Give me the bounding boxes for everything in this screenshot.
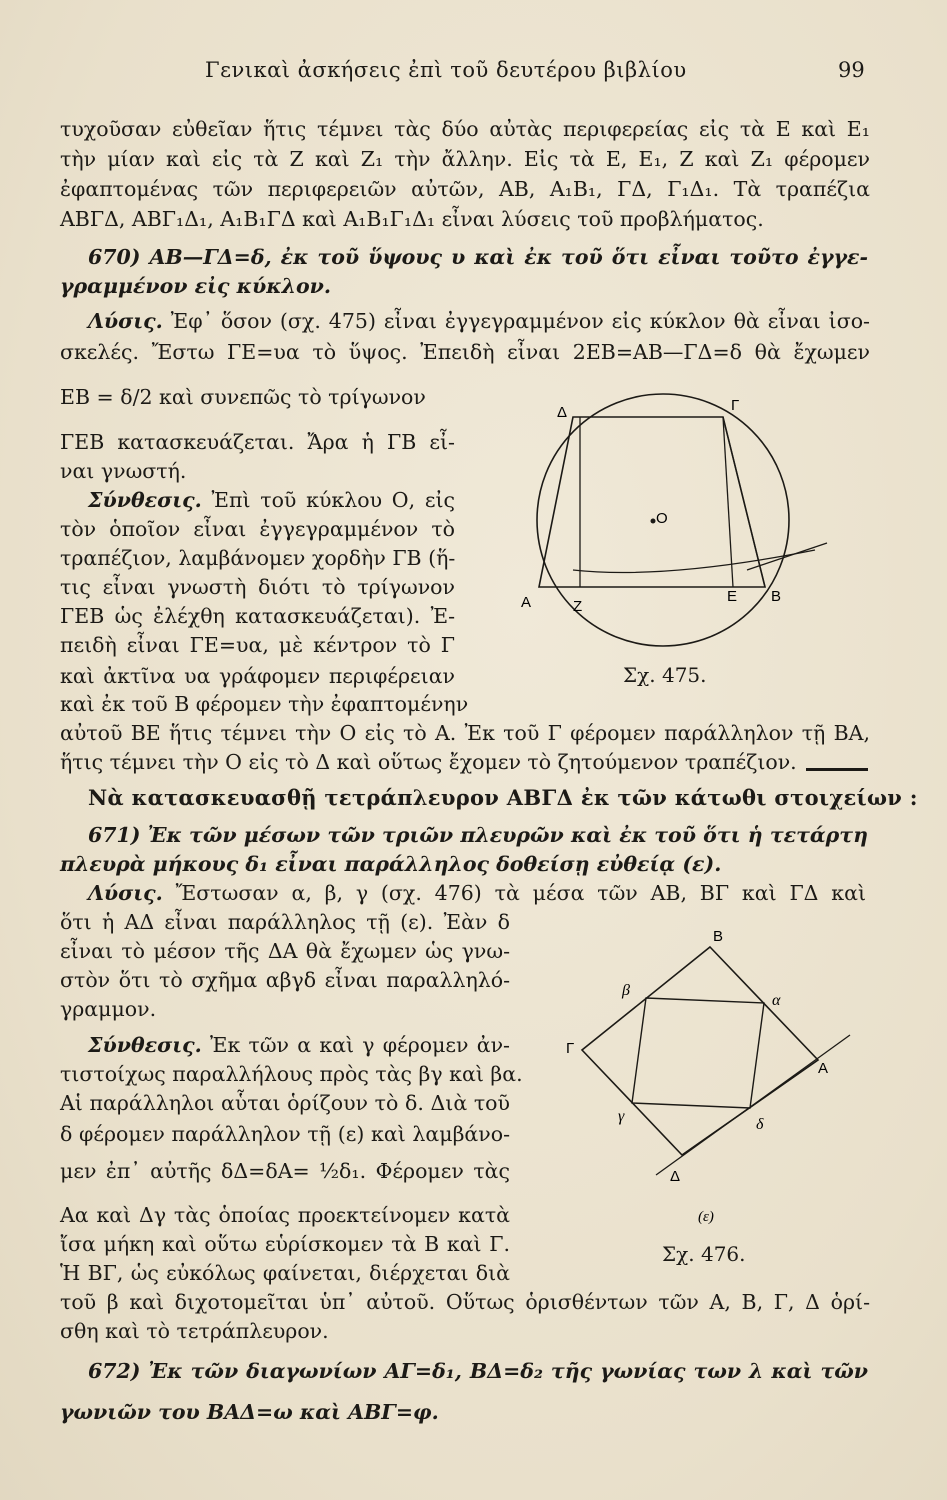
problem-670-title: γραμμένον εἰς κύκλον. [60, 274, 332, 298]
text-line: ἴσα μήκη καὶ οὕτω εὑρίσκομεν τὰ Β καὶ Γ. [60, 1232, 510, 1256]
chord-GB [723, 417, 765, 587]
solution-label: Λύσις. [88, 881, 163, 905]
label-beta: β [622, 982, 630, 999]
problem-672-title: 672) Ἐκ τῶν διαγωνίων ΑΓ=δ₁, ΒΔ=δ₂ τῆς γωνίας των λ καὶ τῶν [88, 1359, 868, 1383]
text-line: σκελές. Ἔστω ΓΕ=υα τὸ ὕψος. Ἐπειδὴ εἶναι 2ΕΒ=ΑΒ—ΓΔ=δ θὰ ἔχωμεν [60, 340, 870, 364]
problem-671-title: 671) Ἐκ τῶν μέσων τῶν τριῶν πλευρῶν καὶ ἐκ τοῦ ὅτι ἡ τετάρτη [88, 823, 868, 847]
figure-475 [515, 375, 835, 655]
text-line: εἶναι τὸ μέσον τῆς ΔΑ θὰ ἔχωμεν ὡς γνω- [60, 939, 510, 963]
label-Z: Ζ [573, 598, 583, 615]
synthesis-line [88, 486, 455, 514]
figure-476 [560, 925, 860, 1255]
text-line: ἐφαπτομένας τῶν περιφερειῶν αὐτῶν, ΑΒ, Α₁Β₁, ΓΔ, Γ₁Δ₁. Τὰ τραπέζια [60, 177, 870, 201]
solution-text: Ἐφ᾽ ὅσον (σχ. 475) εἶναι ἐγγεγραμμένον εἰς κύκλον θὰ εἶναι ἰσο- [170, 309, 870, 333]
text-line: καὶ ἀκτῖνα υα γράφομεν περιφέρειαν [60, 664, 455, 688]
synthesis-label: Σύνθεσις. [88, 1033, 202, 1057]
label-D: Δ [670, 1168, 681, 1185]
label-A: Α [521, 594, 532, 611]
label-D: Δ [557, 404, 568, 421]
text-line: καὶ ἐκ τοῦ Β φέρομεν τὴν ἐφαπτομένην [60, 692, 469, 716]
label-G: Γ [566, 1040, 575, 1057]
section-heading: Νὰ κατασκευασθῇ τετράπλευρον ΑΒΓΔ ἐκ τῶν κάτωθι στοιχείων : [88, 785, 918, 810]
text-line: πειδὴ εἶναι ΓΕ=υα, μὲ κέντρον τὸ Γ [60, 633, 455, 657]
text-line: τοῦ β καὶ διχοτομεῖται ὑπ᾽ αὐτοῦ. Οὕτως ὁρισθέντων τῶν Α, Β, Γ, Δ ὁρί- [60, 1290, 870, 1314]
problem-671-title: πλευρὰ μήκους δ₁ εἶναι παράλληλος δοθείσῃ εὐθείᾳ (ε). [60, 852, 722, 876]
text-line: γραμμον. [60, 997, 157, 1021]
label-B: Β [713, 928, 724, 945]
label-G: Γ [731, 397, 740, 414]
synthesis-label: Σύνθεσις. [88, 488, 202, 512]
label-O: O [656, 510, 668, 527]
text-line: τὴν μίαν καὶ εἰς τὰ Ζ καὶ Ζ₁ τὴν ἄλλην. Εἰς τὰ Ε, Ε₁, Ζ καὶ Ζ₁ φέρομεν [60, 147, 870, 171]
problem-670-solution [88, 307, 870, 335]
label-B: Β [771, 588, 782, 605]
parallelogram-abgd [632, 998, 764, 1108]
text-line: στὸν ὅτι τὸ σχῆμα αβγδ εἶναι παραλληλό- [60, 968, 510, 992]
solution-label: Λύσις. [88, 309, 163, 333]
text-line: τις εἶναι γνωστὴ διότι τὸ τρίγωνον [60, 575, 455, 599]
height-GE [723, 417, 733, 587]
text-line: τὸν ὁποῖον εἶναι ἐγγεγραμμένον τὸ [60, 517, 455, 541]
text-line: Αἱ παράλληλοι αὗται ὁρίζουν τὸ δ. Διὰ τοῦ [60, 1091, 510, 1115]
text-line: σθη καὶ τὸ τετράπλευρον. [60, 1319, 329, 1343]
solution-text: Ἔστωσαν α, β, γ (σχ. 476) τὰ μέσα τῶν ΑΒ, ΒΓ καὶ ΓΔ καὶ [175, 881, 866, 905]
text-line: τιστοίχως παραλλήλους πρὸς τὰς βγ καὶ βα. [60, 1062, 523, 1086]
text-line: ΓΕΒ ὡς ἐλέχθη κατασκευάζεται). Ἐ- [60, 604, 455, 628]
text-line: τυχοῦσαν εὐθεῖαν ἥτις τέμνει τὰς δύο αὐτὰς περιφερείας εἰς τὰ Ε καὶ Ε₁ [60, 117, 870, 141]
text-line: μεν ἐπ᾽ αὐτῆς δΔ=δΑ= ½δ₁. Φέρομεν τὰς [60, 1159, 510, 1183]
text-line: αὐτοῦ ΒΕ ἥτις τέμνει τὴν Ο εἰς τὸ Α. Ἐκ τοῦ Γ φέρομεν παράλληλον τῇ ΒΑ, [60, 721, 870, 745]
label-gamma: γ [618, 1108, 625, 1125]
text-line: ὅτι ἡ ΑΔ εἶναι παράλληλος τῇ (ε). Ἐὰν δ [60, 910, 510, 934]
problem-671-solution [88, 879, 866, 907]
text-line: ἥτις τέμνει τὴν Ο εἰς τὸ Δ καὶ οὕτως ἔχομεν τὸ ζητούμενον τραπέζιον. [60, 750, 797, 774]
text-line: ναι γνωστή. [60, 459, 187, 483]
figure-475-caption: Σχ. 475. [623, 663, 707, 687]
problem-670-title: 670) ΑΒ—ΓΔ=δ, ἐκ τοῦ ὕψους υ καὶ ἐκ τοῦ ὅτι εἶναι τοῦτο ἐγγε- [88, 245, 868, 269]
label-A: Α [818, 1060, 829, 1077]
text-line: Ἡ ΒΓ, ὡς εὐκόλως φαίνεται, διέρχεται διὰ [60, 1261, 510, 1285]
text-line: τραπέζιον, λαμβάνομεν χορδὴν ΓΒ (ἥ- [60, 546, 456, 570]
synthesis-line [88, 1031, 510, 1059]
tangent-line [747, 543, 827, 570]
label-epsilon: (ε) [698, 1209, 714, 1225]
figure-476-caption: Σχ. 476. [662, 1242, 746, 1266]
text-line: ΓΕΒ κατασκευάζεται. Ἄρα ἡ ΓΒ εἶ- [60, 430, 455, 454]
label-alpha: α [772, 992, 781, 1009]
label-delta: δ [756, 1116, 764, 1133]
text-line: ΑΒΓΔ, ΑΒΓ₁Δ₁, Α₁Β₁ΓΔ καὶ Α₁Β₁Γ₁Δ₁ εἶναι λύσεις τοῦ προβλήματος. [60, 207, 764, 231]
label-E: Ε [727, 588, 738, 605]
problem-672-title: γωνιῶν του ΒΑΔ=ω καὶ ΑΒΓ=φ. [60, 1400, 439, 1424]
running-title: Γενικαὶ ἀσκήσεις ἐπὶ τοῦ δευτέρου βιβλίου [205, 58, 687, 82]
end-rule [806, 768, 868, 771]
page-number: 99 [838, 58, 865, 82]
text-line: δ φέρομεν παράλληλον τῇ (ε) καὶ λαμβάνο- [60, 1122, 510, 1146]
synthesis-text: Ἐπὶ τοῦ κύκλου Ο, εἰς [211, 488, 455, 512]
synthesis-text: Ἐκ τῶν α καὶ γ φέρομεν ἀν- [209, 1033, 510, 1057]
text-line: Αα καὶ Δγ τὰς ὁποίας προεκτείνομεν κατὰ [60, 1203, 510, 1227]
center-point [651, 519, 656, 524]
equation-line: ΕΒ = δ/2 καὶ συνεπῶς τὸ τρίγωνον [60, 385, 426, 409]
